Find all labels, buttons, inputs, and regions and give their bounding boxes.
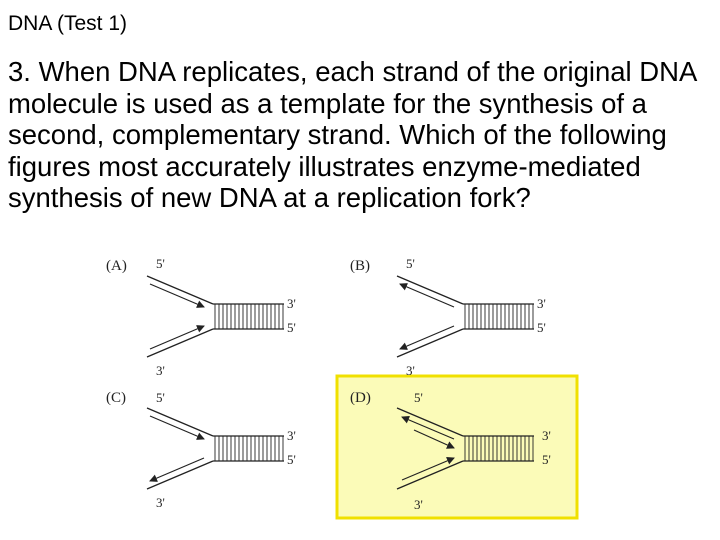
- panel-b[interactable]: [350, 256, 546, 378]
- panel-a-right-bottom: 5': [287, 320, 296, 335]
- panel-b-bottom-left: 3': [406, 363, 415, 378]
- panel-d-top-left: 5': [414, 390, 423, 405]
- panel-d-bottom-left: 3': [414, 497, 423, 512]
- panel-c-label: (C): [106, 390, 126, 406]
- panel-a[interactable]: [106, 256, 296, 378]
- base-pair-rungs: [215, 304, 283, 329]
- panel-b-right-bottom: 5': [537, 320, 546, 335]
- panel-d-right-bottom: 5': [542, 452, 551, 467]
- panel-d-label: (D): [350, 390, 371, 406]
- replication-fork-figure: [100, 246, 600, 522]
- panel-a-top-left: 5': [156, 256, 165, 271]
- panel-b-right-top: 3': [537, 296, 546, 311]
- panel-c-bottom-left: 3': [156, 495, 165, 510]
- panel-b-top-left: 5': [406, 256, 415, 271]
- panel-c[interactable]: [106, 390, 296, 510]
- slide-title: DNA (Test 1): [8, 12, 128, 35]
- panel-a-label: (A): [106, 258, 127, 274]
- base-pair-rungs: [215, 436, 283, 461]
- panel-d-highlight: [337, 376, 577, 518]
- panel-c-right-bottom: 5': [287, 452, 296, 467]
- panel-c-right-top: 3': [287, 428, 296, 443]
- base-pair-rungs: [465, 304, 533, 329]
- panel-a-right-top: 3': [287, 296, 296, 311]
- question-text: 3. When DNA replicates, each strand of the original DNA molecule is used as a template for the synthesis of a second, complementary strand. Which of the following figures most accurately illustrates enzyme-mediated synthesis of new DNA at a replication fork?: [8, 56, 696, 213]
- panel-c-top-left: 5': [156, 390, 165, 405]
- panel-a-bottom-left: 3': [156, 363, 165, 378]
- panel-b-label: (B): [350, 258, 370, 274]
- panel-d-right-top: 3': [542, 428, 551, 443]
